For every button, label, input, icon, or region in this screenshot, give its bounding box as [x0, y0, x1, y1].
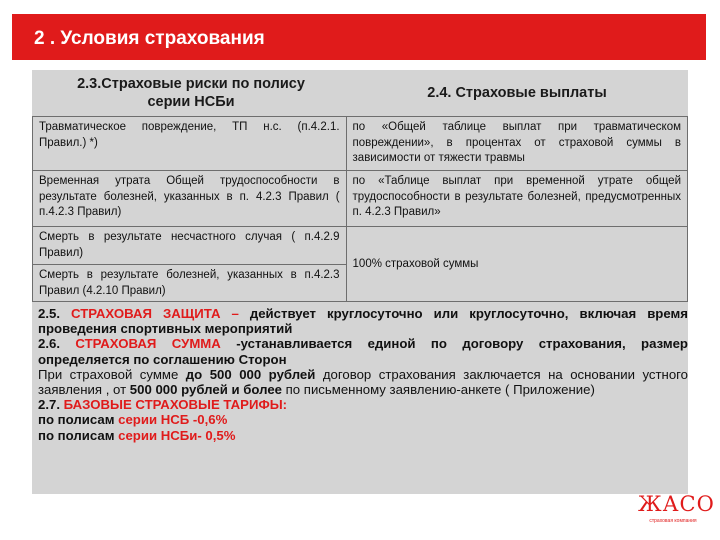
note-insurance-protection: 2.5. СТРАХОВАЯ ЗАЩИТА – действует круглосуточно или круглосуточно, включая время проведения спортивных мероприятий — [38, 306, 688, 337]
column-header-risks: 2.3.Страховые риски по полису серии НСБи — [77, 76, 305, 110]
payout-cell: по «Общей таблице выплат при травматическом повреждении», в процентах от страховой суммы в зависимости от тяжести травмы — [346, 117, 687, 171]
risk-cell: Травматическое повреждение, ТП н.с. (п.4.2.1. Правил.) *) — [33, 117, 347, 171]
table-row — [33, 227, 688, 265]
conditions-notes — [38, 306, 688, 443]
tariff-nsb: по полисам серии НСБ -0,6% — [38, 412, 228, 428]
payout-cell: по «Таблице выплат при временной утрате общей трудоспособности в результате болезней, предусмотренных п. 4.2.3 Правил» — [346, 171, 687, 227]
risk-cell: Смерть в результате несчастного случая ( п.4.2.9 Правил) — [33, 227, 347, 265]
logo-mark: ЖАСО — [638, 492, 715, 516]
risks-table — [32, 116, 688, 302]
note-sum-insured: 2.6. СТРАХОВАЯ СУММА -устанавливается единой по договору страхования, размер определяется по соглашению Сторон — [38, 336, 688, 367]
note-sum-conditions: При страховой сумме до 500 000 рублей договор страхования заключается на основании устного заявления , от 500 000 рублей и более по письменному заявлению-анкете ( Приложение) — [38, 366, 689, 398]
slide-title: 2 . Условия страхования — [12, 14, 706, 60]
logo-subtitle: страховая компания — [649, 518, 697, 524]
note-base-tariffs: 2.7. БАЗОВЫЕ СТРАХОВЫЕ ТАРИФЫ: — [38, 397, 288, 413]
payout-cell: 100% страховой суммы — [346, 227, 687, 302]
column-header-payouts: 2.4. Страховые выплаты — [427, 85, 607, 101]
risk-cell: Временная утрата Общей трудоспособности в результате болезней, указанных в п. 4.2.3 Правил ( п.4.2.3 Правил) — [33, 171, 347, 227]
tariff-nsbi: по полисам серии НСБи- 0,5% — [38, 427, 236, 443]
table-row — [33, 117, 688, 171]
table-row — [33, 171, 688, 227]
risk-cell: Смерть в результате болезней, указанных в п.4.2.3 Правил (4.2.10 Правил) — [33, 265, 347, 302]
jaso-logo — [638, 492, 715, 534]
